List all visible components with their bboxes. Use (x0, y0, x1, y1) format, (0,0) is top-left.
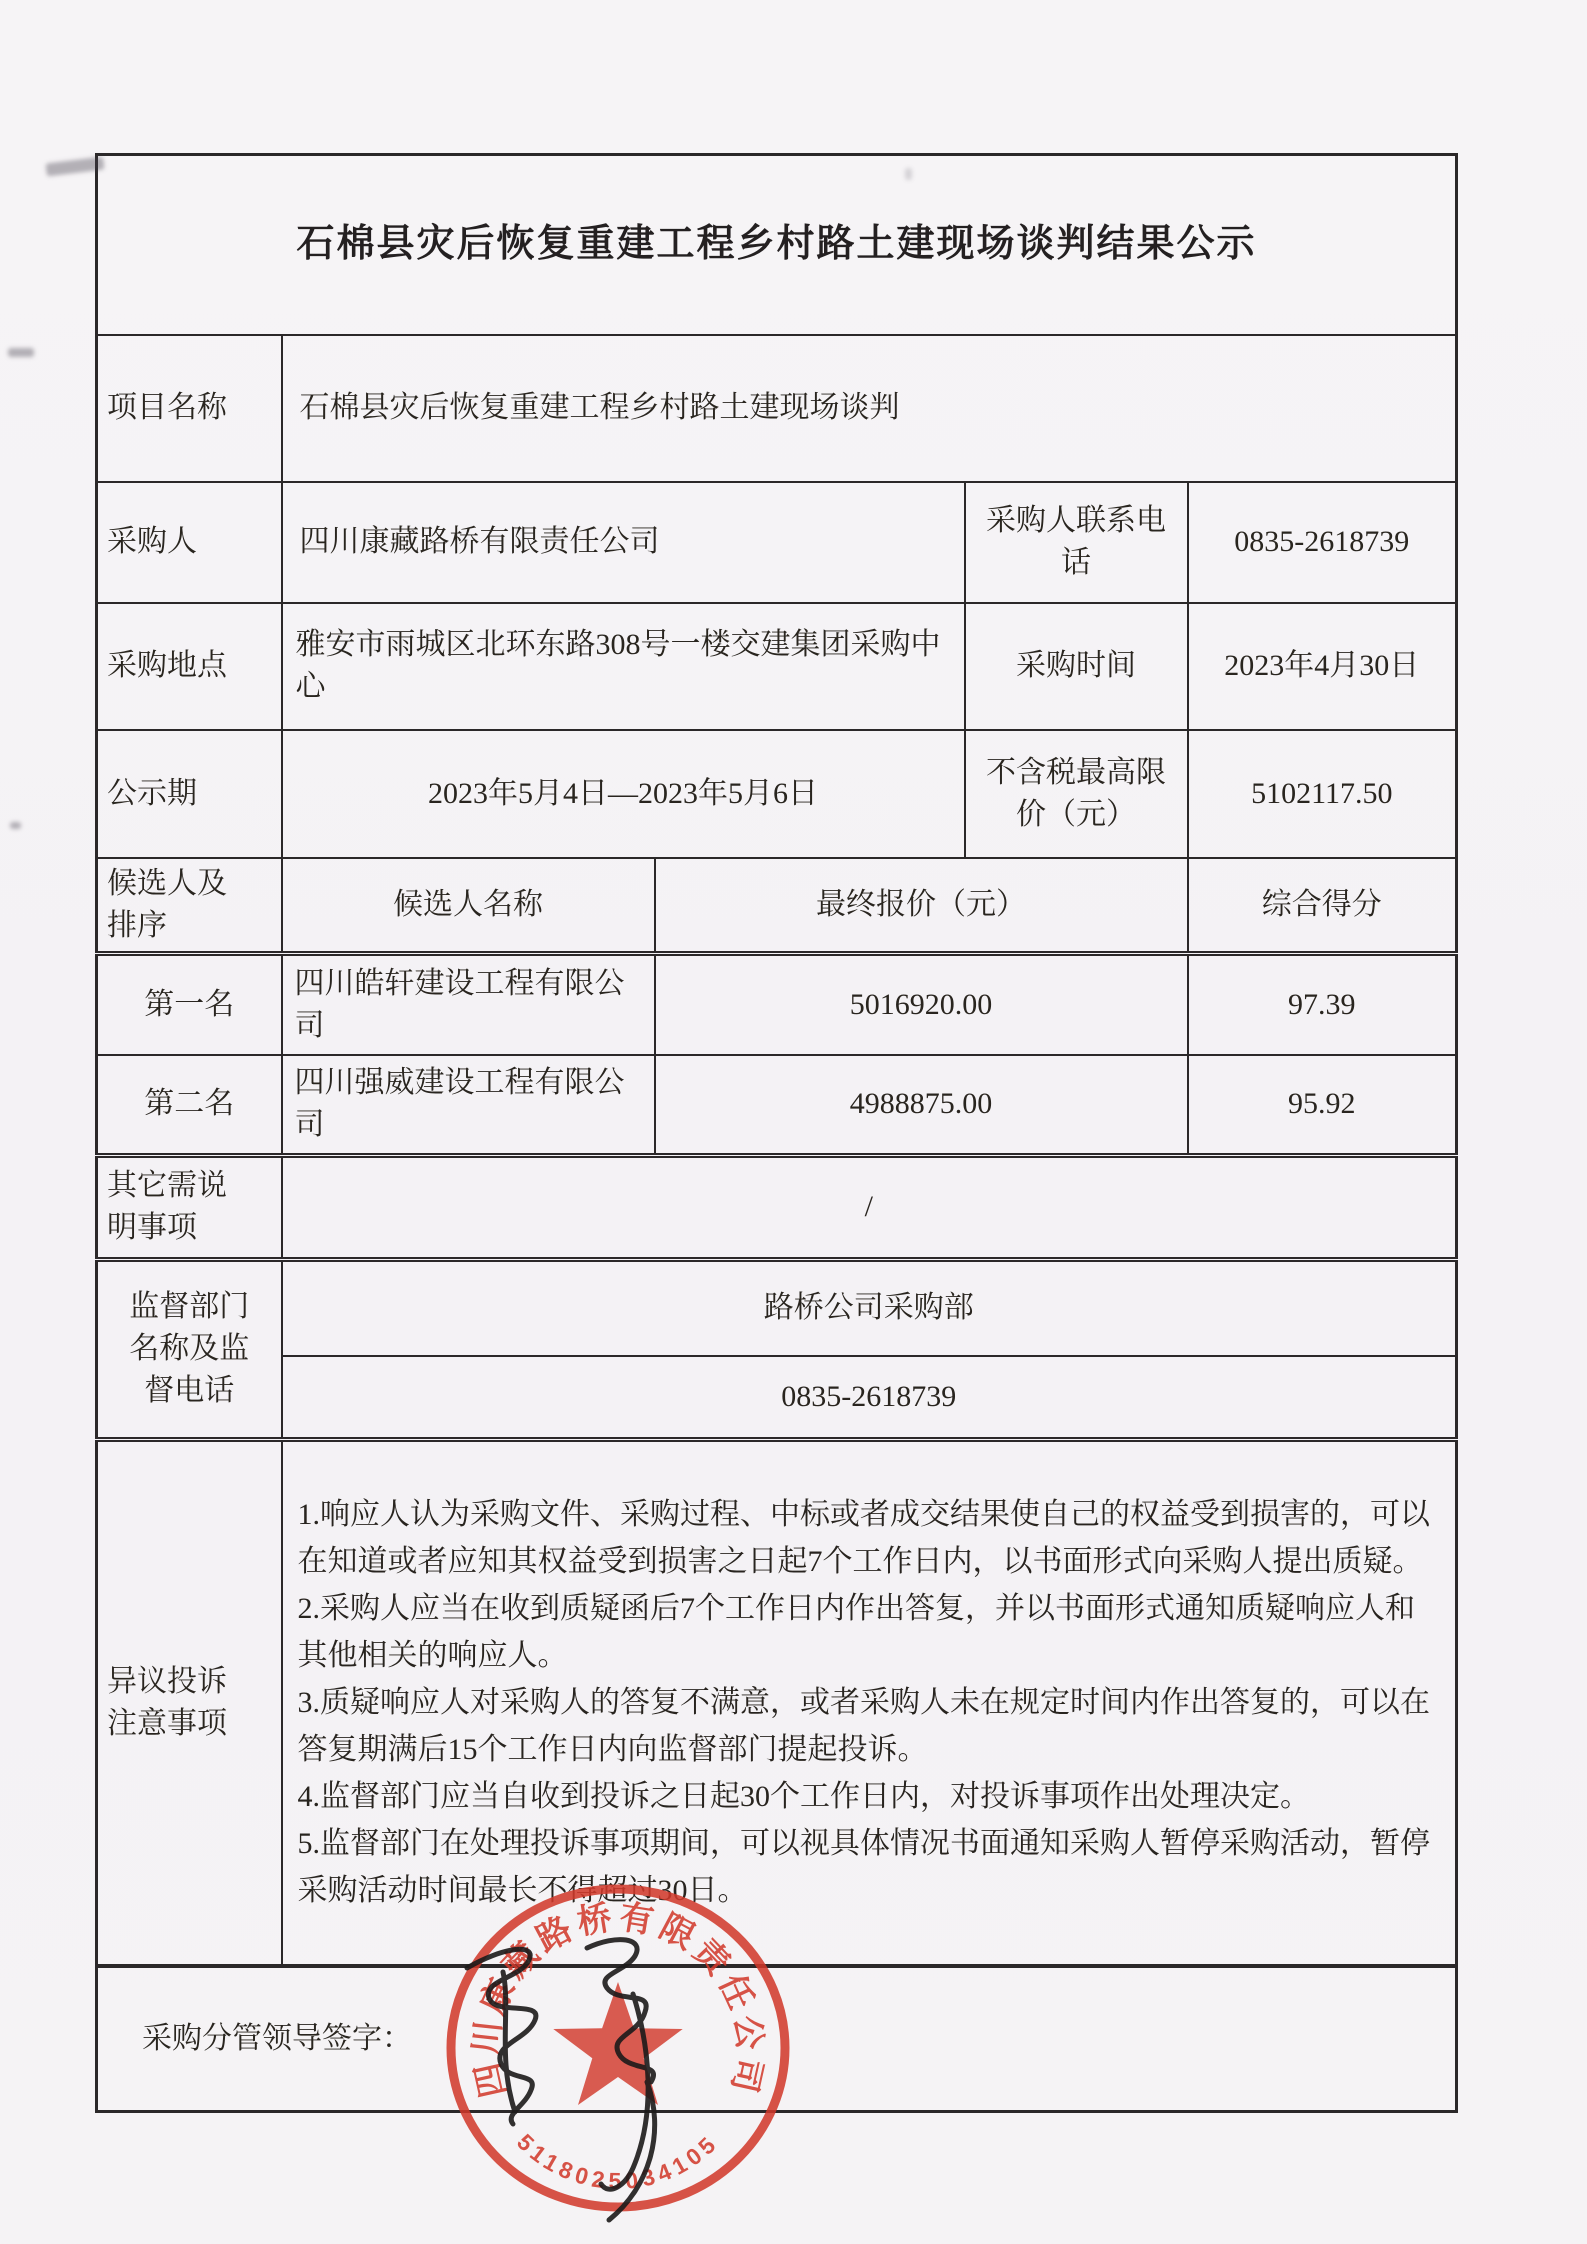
purchaser-value: 四川康藏路桥有限责任公司 (299, 525, 660, 558)
purchaser-contact-label-cell (965, 482, 1188, 603)
objection-content-cell (282, 1439, 1457, 1966)
candidate-header-label-cell (97, 858, 282, 954)
project-value-cell (282, 335, 1457, 482)
other-notes-label-cell (97, 1155, 282, 1259)
max-price-label-cell (965, 730, 1188, 858)
supervision-label-cell (97, 1259, 282, 1439)
supervision-dept: 路桥公司采购部 (763, 1291, 974, 1325)
purchaser-row (97, 482, 1457, 603)
purchaser-label: 采购人 (107, 525, 197, 558)
purchase-time-label-cell (965, 603, 1188, 730)
candidate-price: 4988875.00 (849, 1087, 993, 1121)
objection-label: 异议投诉注意事项 (107, 1664, 227, 1740)
title-cell (97, 155, 1457, 335)
objection-item: 4.监督部门应当自收到投诉之日起30个工作日内，对投诉事项作出处理决定。 (297, 1780, 1310, 1814)
candidate-header-row (97, 858, 1457, 954)
seal-company-name: 四川康藏路桥有限责任公司 (466, 1897, 770, 2101)
candidate-price: 5016920.00 (849, 987, 993, 1021)
objection-item: 3.质疑响应人对采购人的答复不满意，或者采购人未在规定时间内作出答复的，可以在答复期满后15个工作日内向监督部门提起投诉。 (297, 1686, 1430, 1767)
signature-row (97, 1966, 1457, 2111)
candidate-row-1 (97, 953, 1457, 1055)
candidate-score-cell (1188, 953, 1457, 1055)
scan-smudge (10, 822, 21, 829)
announcement-table (95, 153, 1458, 2113)
svg-text:5118025034105 (512, 2129, 724, 2194)
purchase-time-value-cell (1188, 603, 1457, 730)
candidate-score: 97.39 (1288, 987, 1356, 1021)
purchaser-contact-value-cell (1188, 482, 1457, 603)
candidate-price-header-cell (655, 858, 1188, 954)
supervision-dept-cell (282, 1259, 1457, 1356)
supervision-phone-cell (282, 1356, 1457, 1439)
purchaser-contact-label: 采购人联系电话 (986, 504, 1166, 579)
project-label: 项目名称 (107, 391, 227, 424)
scan-smudge (8, 348, 34, 357)
other-notes-value: / (864, 1190, 873, 1223)
supervision-phone: 0835-2618739 (781, 1379, 957, 1413)
candidate-score-cell (1188, 1055, 1457, 1155)
candidate-score-header: 综合得分 (1261, 887, 1382, 921)
supervision-phone-row (97, 1356, 1457, 1439)
rank-label: 第一名 (144, 987, 235, 1021)
candidate-price-cell (655, 953, 1188, 1055)
purchaser-value-cell (282, 482, 965, 603)
project-label-cell (97, 335, 282, 482)
objection-item: 5.监督部门在处理投诉事项期间，可以视具体情况书面通知采购人暂停采购活动，暂停采购活动时间最长不得超过30日。 (297, 1827, 1430, 1908)
location-row (97, 603, 1457, 730)
page-title: 石棉县灾后恢复重建工程乡村路土建现场谈判结果公示 (296, 223, 1257, 266)
publicity-label: 公示期 (107, 776, 197, 810)
objection-item: 1.响应人认为采购文件、采购过程、中标或者成交结果使自己的权益受到损害的，可以在知道或者应知其权益受到损害之日起7个工作日内，以书面形式向采购人提出质疑。 (297, 1498, 1430, 1579)
supervision-dept-row (97, 1259, 1457, 1356)
rank-label: 第二名 (144, 1087, 235, 1121)
rank-cell (97, 953, 282, 1055)
objection-label-cell (97, 1439, 282, 1966)
purchaser-contact-value: 0835-2618739 (1234, 525, 1410, 558)
publicity-value: 2023年5月4日—2023年5月6日 (428, 776, 818, 810)
max-price-value-cell (1188, 730, 1457, 858)
publicity-row (97, 730, 1457, 858)
location-value-cell (282, 603, 965, 730)
project-value: 石棉县灾后恢复重建工程乡村路土建现场谈判 (299, 391, 900, 424)
location-label: 采购地点 (107, 649, 227, 682)
other-notes-value-cell (282, 1155, 1457, 1259)
candidate-name-header: 候选人名称 (393, 887, 543, 921)
candidate-row-2 (97, 1055, 1457, 1155)
project-row (97, 335, 1457, 482)
signature-cell (97, 1966, 1457, 2111)
rank-cell (97, 1055, 282, 1155)
objection-row (97, 1439, 1457, 1966)
candidate-name: 四川强威建设工程有限公司 (294, 1066, 625, 1142)
seal-serial-number: 5118025034105 (512, 2128, 724, 2194)
location-label-cell (97, 603, 282, 730)
candidate-name-cell (282, 1055, 655, 1155)
other-notes-label: 其它需说明事项 (107, 1169, 227, 1244)
purchase-time-label: 采购时间 (1016, 649, 1136, 682)
other-notes-row (97, 1155, 1457, 1259)
max-price-label: 不含税最高限价（元） (986, 755, 1166, 831)
objection-item: 2.采购人应当在收到质疑函后7个工作日内作出答复，并以书面形式通知质疑响应人和其他相关的响应人。 (297, 1592, 1415, 1673)
candidate-name-header-cell (282, 858, 655, 954)
signature-label: 采购分管领导签字： (142, 2021, 412, 2055)
max-price-value: 5102117.50 (1251, 776, 1393, 810)
purchase-time-value: 2023年4月30日 (1224, 649, 1420, 682)
publicity-label-cell (97, 730, 282, 858)
candidate-header-label: 候选人及排序 (107, 866, 227, 942)
supervision-label: 监督部门名称及监督电话 (129, 1290, 250, 1407)
candidate-price-cell (655, 1055, 1188, 1155)
candidate-score: 95.92 (1288, 1087, 1356, 1121)
title-row (97, 155, 1457, 335)
candidate-name-cell (282, 953, 655, 1055)
candidate-price-header: 最终报价（元） (816, 887, 1026, 921)
publicity-value-cell (282, 730, 965, 858)
candidate-score-header-cell (1188, 858, 1457, 954)
location-value: 雅安市雨城区北环东路308号一楼交建集团采购中心 (295, 628, 941, 703)
scan-smudge (905, 168, 912, 180)
purchaser-label-cell (97, 482, 282, 603)
candidate-name: 四川皓轩建设工程有限公司 (294, 966, 625, 1042)
